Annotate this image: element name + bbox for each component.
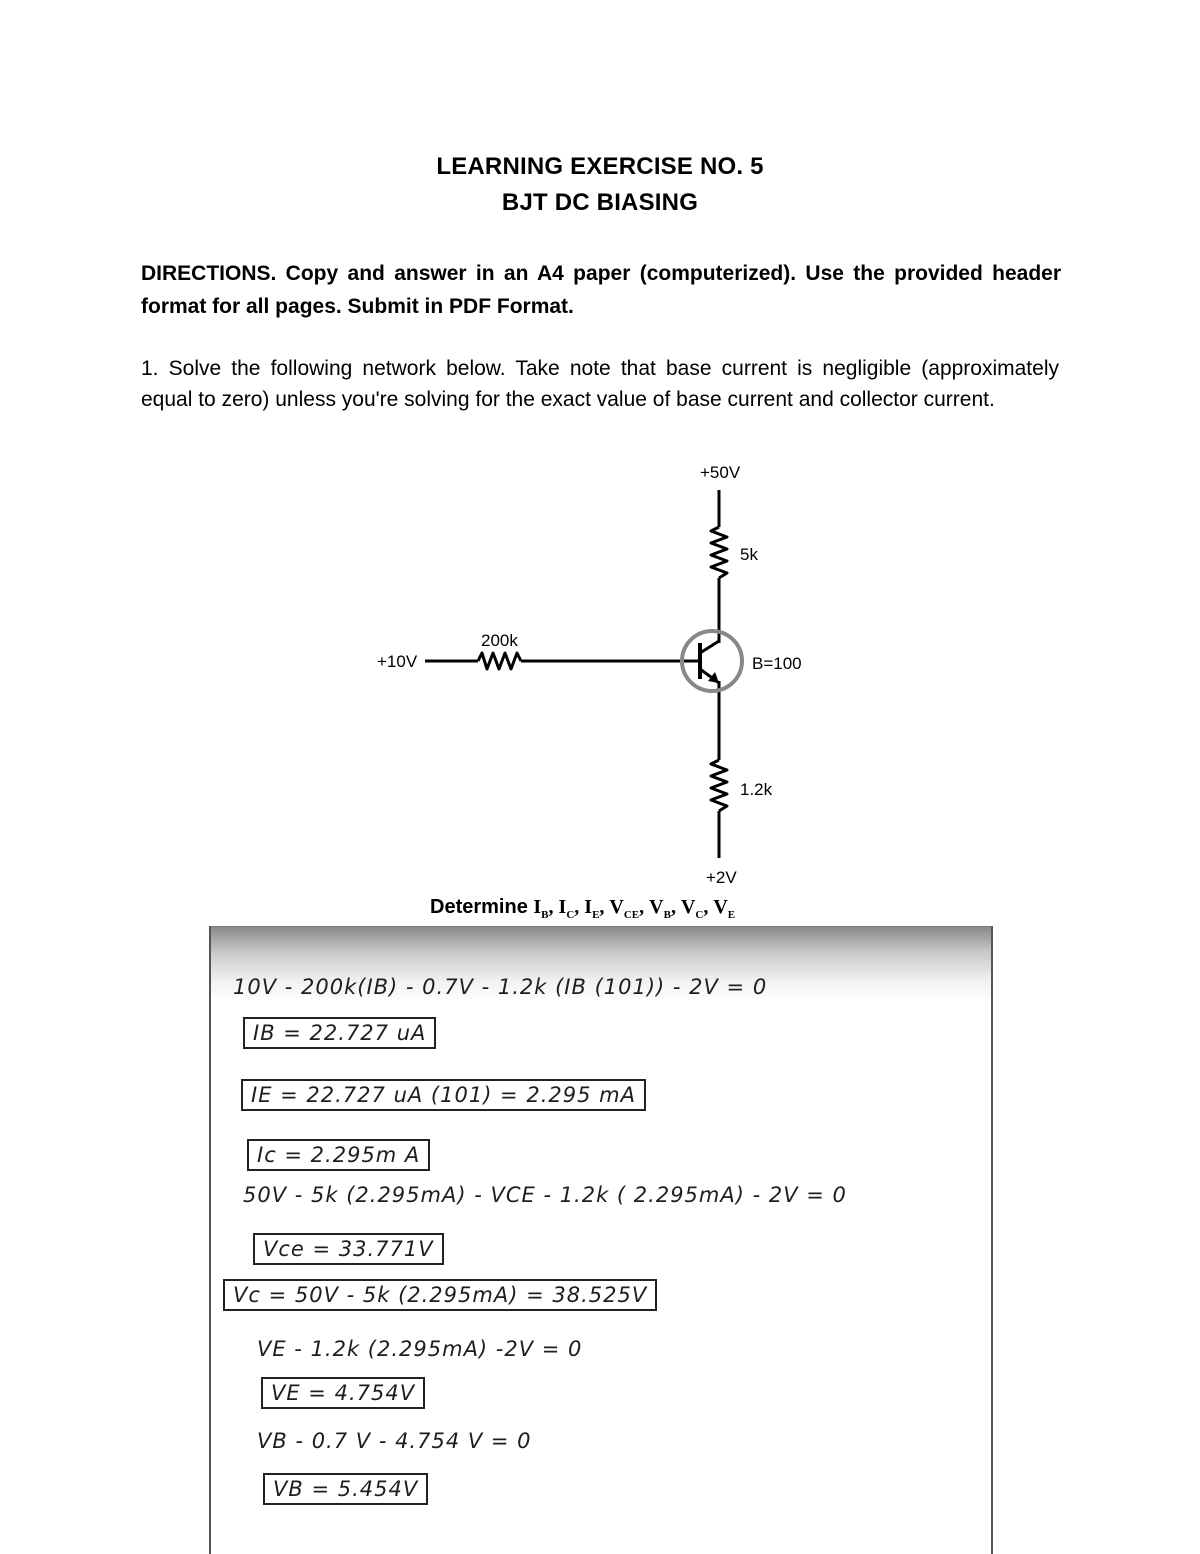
- vee-label: +2V: [706, 868, 737, 887]
- rb-value-label: 200k: [481, 631, 518, 650]
- base-resistor: [478, 653, 521, 669]
- collector-resistor: [711, 527, 727, 578]
- rc-value-label: 5k: [740, 545, 758, 564]
- solution-ib-result: IB = 22.727 uA: [243, 1017, 436, 1049]
- solution-equation-kvl-base: 10V - 200k(IB) - 0.7V - 1.2k (IB (101)) - 2V = 0: [233, 975, 768, 999]
- vcc-label: +50V: [700, 463, 741, 482]
- emitter-resistor: [711, 760, 727, 811]
- solution-vb-result: VB = 5.454V: [263, 1473, 428, 1505]
- solution-ve-result: VE = 4.754V: [261, 1377, 425, 1409]
- solution-equation-vb: VB - 0.7 V - 4.754 V = 0: [257, 1429, 532, 1453]
- transistor-collector-lead: [700, 641, 719, 653]
- solution-equation-ve: VE - 1.2k (2.295mA) -2V = 0: [257, 1337, 583, 1361]
- directions-text: DIRECTIONS. Copy and answer in an A4 paper (computerized). Use the provided header format for all pages. Submit in PDF Format.: [141, 262, 1061, 318]
- exercise-title: LEARNING EXERCISE NO. 5: [436, 153, 764, 180]
- solution-vce-result: Vce = 33.771V: [253, 1233, 444, 1265]
- determine-word: Determine: [430, 896, 528, 918]
- vbb-label: +10V: [377, 652, 418, 671]
- solution-equation-kvl-collector: 50V - 5k (2.295mA) - VCE - 1.2k ( 2.295mA) - 2V = 0: [243, 1183, 847, 1207]
- determine-variables: $I_B$, $I_C$, $I_E$, $V_{CE}$, $V_B$, $V_C$, $V_E$: [533, 896, 736, 921]
- beta-label: B=100: [752, 654, 802, 673]
- handwritten-solution-image: [209, 926, 993, 1554]
- solution-ie-result: IE = 22.727 uA (101) = 2.295 mA: [241, 1079, 646, 1111]
- re-value-label: 1.2k: [740, 780, 773, 799]
- determine-prompt: [430, 896, 735, 921]
- exercise-subtitle: BJT DC BIASING: [501, 189, 699, 216]
- solution-vc-result: Vc = 50V - 5k (2.295mA) = 38.525V: [223, 1279, 657, 1311]
- solution-ic-result: Ic = 2.295m A: [247, 1139, 430, 1171]
- question-text: 1. Solve the following network below. Take note that base current is negligible (approximately equal to zero) unless you're solving for the exact value of base current and collector current.: [141, 357, 1059, 411]
